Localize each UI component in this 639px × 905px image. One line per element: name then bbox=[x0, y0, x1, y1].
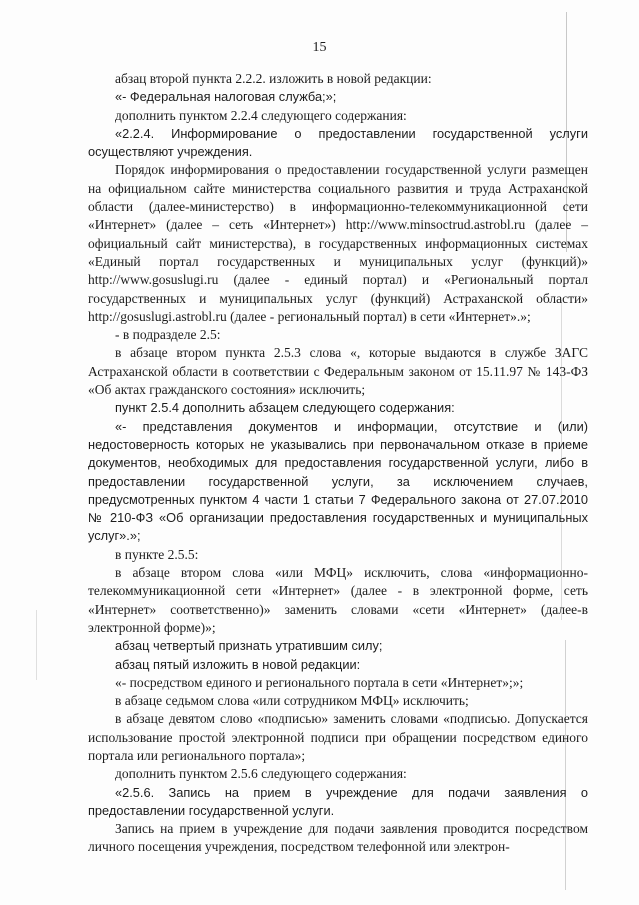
paragraph: в пункте 2.5.5: bbox=[115, 546, 199, 562]
scan-artifact-line bbox=[36, 610, 37, 680]
paragraph: «- посредством единого и регионального портала в сети «Интернет»;»; bbox=[115, 674, 524, 690]
paragraph: пункт 2.5.4 дополнить абзацем следующего содержания: bbox=[115, 400, 455, 416]
paragraph: «2.2.4. Информирование о предоставлении государственной услуги осуществляют учреждения. bbox=[88, 125, 588, 160]
paragraph: в абзаце втором слова «или МФЦ» исключить, слова «информационно-телекоммуникационной сети «Интернет» (далее - в электронной форме, сеть «Интернет» соответственно)» заменить словами «сети «Интернет» (далее-в электронной форме)»; bbox=[88, 565, 588, 635]
paragraph: абзац пятый изложить в новой редакции: bbox=[115, 656, 361, 672]
document-body bbox=[88, 70, 588, 857]
paragraph: дополнить пунктом 2.5.6 следующего содержания: bbox=[115, 766, 407, 782]
paragraph: - в подразделе 2.5: bbox=[115, 327, 221, 343]
paragraph: в абзаце втором пункта 2.5.3 слова «, которые выдаются в службе ЗАГС Астраханской области в соответствии с Федеральным законом от 15.11.97 № 143-ФЗ «Об актах гражданского состояния» исключить; bbox=[88, 345, 588, 398]
paragraph: «- Федеральная налоговая служба;»; bbox=[115, 89, 337, 105]
paragraph: Запись на прием в учреждение для подачи заявления проводится посредством личного посещения учреждения, посредством телефонной или электрон- bbox=[88, 821, 588, 855]
paragraph: абзац второй пункта 2.2.2. изложить в новой редакции: bbox=[115, 71, 432, 86]
paragraph: в абзаце седьмом слова «или сотрудником МФЦ» исключить; bbox=[115, 693, 469, 709]
paragraph: абзац четвертый признать утратившим силу; bbox=[115, 638, 383, 654]
paragraph: в абзаце девятом слово «подписью» заменить словами «подписью. Допускается использование простой электронной подписи при обращении посредством единого портала или регионального портала»; bbox=[88, 711, 588, 763]
paragraph: «- представления документов и информации, отсутствие и (или) недостоверность которых не указывались при первоначальном отказе в приеме документов, необходимых для предоставления государственной услуги, либо в предоставлении государственной услуги, за исключением случаев, предусмотренных пунктом 4 части 1 статьи 7 Федерального закона от 27.07.2010 № 210-ФЗ «Об организации предоставления государственных и муниципальных услуг».»; bbox=[88, 418, 588, 544]
page-number: 15 bbox=[312, 40, 327, 55]
paragraph: Порядок информирования о предоставлении государственной услуги размещен на официальном сайте министерства социального развития и труда Астраханской области (далее-министерство) в информационно-телекоммуникационной сети «Интернет» (далее – сеть «Интернет») http://www.minsoctrud.astrobl.ru (далее – официальный сайт министерства), в государственных информационных системах «Единый портал государственных и муниципальных услуг (функций)» http://www.gosuslugi.ru (далее - единый портал) и «Региональный портал государственных и муниципальных услуг (функций) Астраханской области» http://gosuslugi.astrobl.ru (далее - региональный портал) в сети «Интернет».»; bbox=[88, 162, 588, 324]
paragraph: дополнить пунктом 2.2.4 следующего содержания: bbox=[115, 107, 407, 123]
paragraph: «2.5.6. Запись на прием в учреждение для подачи заявления о предоставлении государственной услуги. bbox=[88, 784, 588, 818]
